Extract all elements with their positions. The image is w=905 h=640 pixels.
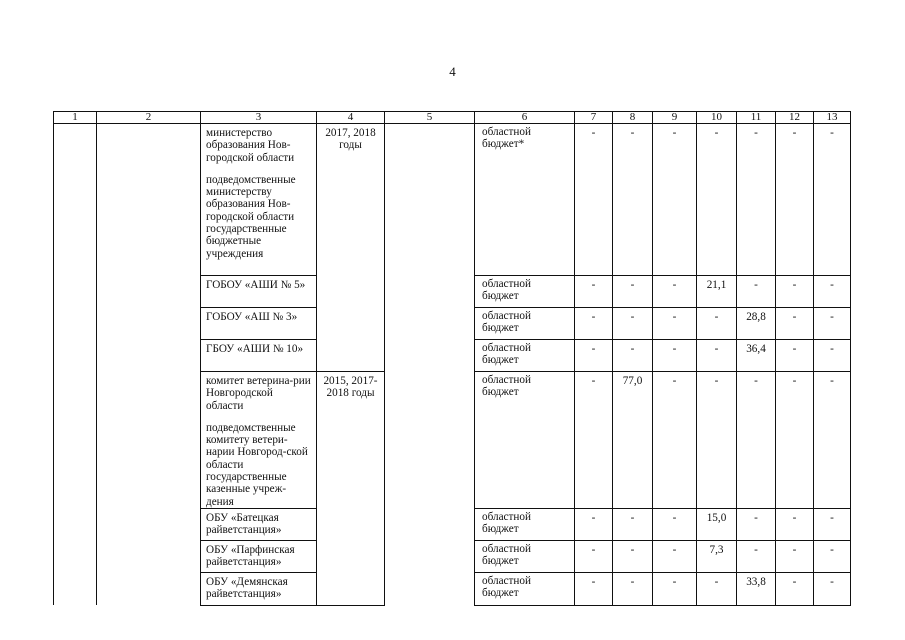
value-cell: - — [737, 372, 776, 509]
page-number: 4 — [449, 64, 456, 79]
value-cell: - — [697, 308, 737, 340]
value-cell: 21,1 — [697, 276, 737, 308]
value-cell: - — [653, 572, 697, 605]
value-cell: - — [814, 508, 851, 540]
value-cell: 77,0 — [613, 372, 653, 509]
value-cell: - — [776, 372, 814, 509]
source-cell: областной бюджет — [475, 340, 575, 372]
value-cell: - — [697, 572, 737, 605]
value-cell: 28,8 — [737, 308, 776, 340]
period-cell: 2015, 2017-2018 годы — [317, 372, 385, 606]
value-cell: - — [575, 372, 613, 509]
value-cell: - — [776, 572, 814, 605]
value-cell: - — [814, 572, 851, 605]
value-cell: - — [653, 308, 697, 340]
value-cell: - — [814, 540, 851, 572]
col3-cell: ОБУ «Парфинская райветстанция» — [201, 540, 317, 572]
value-cell: - — [814, 340, 851, 372]
col3-cell: ОБУ «Батецкая райветстанция» — [201, 508, 317, 540]
col5-cell — [385, 124, 475, 606]
source-cell: областной бюджет — [475, 372, 575, 509]
value-cell: - — [776, 124, 814, 276]
header-cell: 11 — [737, 112, 776, 124]
header-cell: 10 — [697, 112, 737, 124]
header-cell: 3 — [201, 112, 317, 124]
value-cell: - — [814, 124, 851, 276]
value-cell: - — [814, 276, 851, 308]
col2-cell — [97, 124, 201, 606]
value-cell: - — [653, 124, 697, 276]
value-cell: - — [737, 124, 776, 276]
value-cell: - — [776, 508, 814, 540]
source-cell: областной бюджет — [475, 540, 575, 572]
value-cell: - — [613, 508, 653, 540]
header-cell: 1 — [54, 112, 97, 124]
value-cell: - — [776, 540, 814, 572]
value-cell: - — [575, 308, 613, 340]
value-cell: - — [613, 340, 653, 372]
col3-cell: ГОБОУ «АШ № 3» — [201, 308, 317, 340]
value-cell: - — [653, 340, 697, 372]
value-cell: - — [814, 372, 851, 509]
header-cell: 12 — [776, 112, 814, 124]
value-cell: - — [737, 508, 776, 540]
value-cell: - — [653, 508, 697, 540]
executor-name: министерство образования Нов-городской области — [206, 127, 295, 164]
value-cell: - — [697, 124, 737, 276]
period-cell: 2017, 2018 годы — [317, 124, 385, 372]
value-cell: - — [776, 276, 814, 308]
header-cell: 2 — [97, 112, 201, 124]
header-cell: 9 — [653, 112, 697, 124]
value-cell: 15,0 — [697, 508, 737, 540]
header-row — [54, 112, 851, 124]
value-cell: - — [575, 572, 613, 605]
header-cell: 7 — [575, 112, 613, 124]
value-cell: - — [575, 340, 613, 372]
col3-cell: ГОБОУ «АШИ № 5» — [201, 276, 317, 308]
executor-name: комитет ветерина-рии Новгородской области — [206, 375, 311, 412]
value-cell: - — [653, 540, 697, 572]
executor-subordinate: подведомственные комитету ветери-нарии Новгород-ской области государственные казенные учреж-дения — [206, 421, 308, 508]
value-cell: - — [613, 540, 653, 572]
col3-cell: ГБОУ «АШИ № 10» — [201, 340, 317, 372]
header-cell: 8 — [613, 112, 653, 124]
source-cell: областной бюджет — [475, 572, 575, 605]
value-cell: 7,3 — [697, 540, 737, 572]
value-cell: - — [575, 508, 613, 540]
value-cell: 33,8 — [737, 572, 776, 605]
budget-table — [53, 111, 851, 606]
value-cell: - — [776, 340, 814, 372]
value-cell: - — [776, 308, 814, 340]
col3-cell: ОБУ «Демянская райветстанция» — [201, 572, 317, 605]
value-cell: - — [697, 372, 737, 509]
source-cell: областной бюджет — [475, 508, 575, 540]
value-cell: - — [575, 540, 613, 572]
value-cell: - — [575, 124, 613, 276]
source-cell: областной бюджет* — [475, 124, 575, 276]
table-row — [54, 124, 851, 276]
col1-cell — [54, 124, 97, 606]
header-cell: 5 — [385, 112, 475, 124]
col3-cell — [201, 372, 317, 509]
header-cell: 4 — [317, 112, 385, 124]
value-cell: - — [737, 540, 776, 572]
value-cell: - — [814, 308, 851, 340]
col3-cell — [201, 124, 317, 276]
value-cell: - — [613, 124, 653, 276]
executor-subordinate: подведомственные министерству образования Нов-городской области государственные бюджетные учреждения — [206, 173, 296, 260]
value-cell: - — [613, 276, 653, 308]
source-cell: областной бюджет — [475, 308, 575, 340]
value-cell: - — [613, 308, 653, 340]
value-cell: 36,4 — [737, 340, 776, 372]
header-cell: 6 — [475, 112, 575, 124]
value-cell: - — [737, 276, 776, 308]
header-cell: 13 — [814, 112, 851, 124]
value-cell: - — [653, 276, 697, 308]
value-cell: - — [653, 372, 697, 509]
value-cell: - — [613, 572, 653, 605]
value-cell: - — [697, 340, 737, 372]
source-cell: областной бюджет — [475, 276, 575, 308]
value-cell: - — [575, 276, 613, 308]
